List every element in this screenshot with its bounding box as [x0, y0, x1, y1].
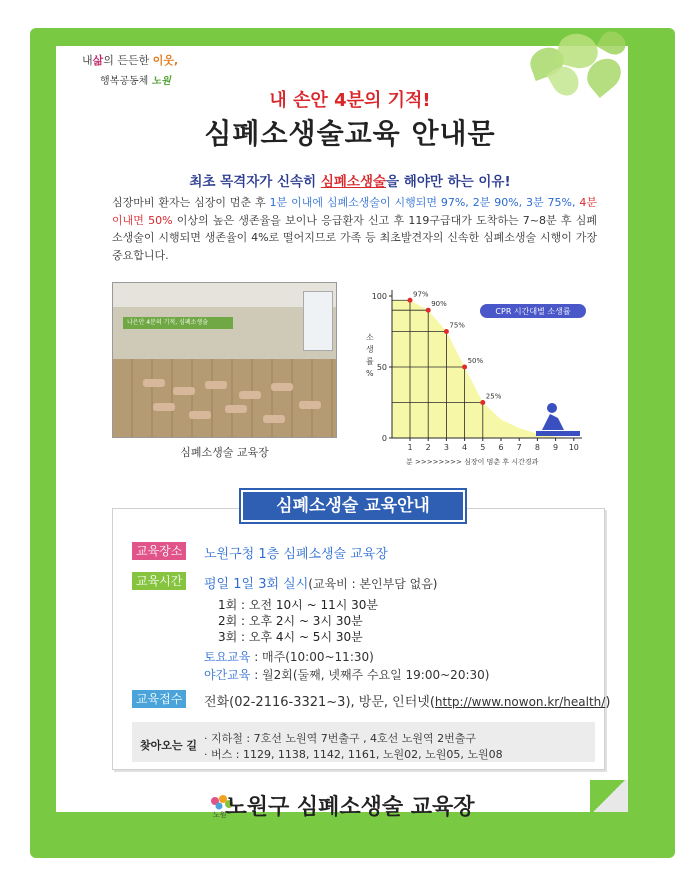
- data-label: 25%: [485, 392, 502, 401]
- cpr-rescuer-body-icon: [542, 414, 564, 430]
- photo-banner: 나은안 4분의 기적, 심폐소생술: [123, 317, 233, 329]
- y-axis-label: 률: [366, 357, 374, 366]
- time-value: 평일 1일 3회 실시(교육비 : 본인부담 없음): [204, 577, 438, 592]
- page-title: 심폐소생술교육 안내문: [204, 117, 496, 150]
- cpr-rescuer-head-icon: [547, 403, 557, 413]
- apply-value: 전화(02-2116-3321~3), 방문, 인터넷(http://www.nowon.kr/health/): [204, 695, 611, 710]
- x-tick-label: 9: [553, 443, 559, 452]
- intro-paragraph: 심장마비 환자는 심장이 멈춘 후 1분 이내에 심폐소생술이 시행되면 97%, 2분 90%, 3분 75%, 4분 이내면 50% 이상의 높은 생존율을 보이나 응급환자 신고 후 119구급대가 도착하는 7~8분 후 심폐소생술이 시행되면 생존율이 4%로 떨어지므로 가족 등 최초발견자의 신속한 심폐소생술 시행이 가장 중요합니다.: [112, 196, 597, 262]
- y-axis-label: 생: [366, 345, 374, 354]
- session-2: 2회 : 오후 2시 ~ 3시 30분: [218, 614, 363, 628]
- footer-title: 노원구 심폐소생술 교육장: [225, 795, 475, 820]
- y-tick-label: 50: [376, 363, 387, 372]
- survival-rate-chart: [352, 280, 597, 470]
- photo-caption: 심폐소생술 교육장: [180, 446, 269, 459]
- time-label: 교육시간: [132, 572, 186, 590]
- data-label: 75%: [449, 321, 465, 330]
- data-label: 90%: [431, 300, 447, 309]
- x-tick-label: 7: [516, 443, 522, 452]
- saturday-class: 토요교육 : 매주(10:00~11:30): [204, 650, 374, 664]
- session-1: 1회 : 오전 10시 ~ 11시 30분: [218, 598, 378, 612]
- subtitle: 내 손안 4분의 기적!: [269, 90, 431, 111]
- directions-bus: · 버스 : 1129, 1138, 1142, 1161, 노원02, 노원05, 노원08: [204, 748, 503, 761]
- x-tick-label: 3: [443, 443, 449, 452]
- website-link[interactable]: http://www.nowon.kr/health/: [434, 695, 606, 709]
- chart-title: CPR 시간대별 소생률: [495, 307, 571, 316]
- data-point: [480, 400, 485, 405]
- nowon-slogan-logo: 내삶의 든든한 이웃, 행복공동체 노원: [82, 54, 179, 87]
- x-axis-label: 분 >>>>>>>> 심장이 멈춘 후 시간경과: [406, 458, 539, 466]
- training-room-photo: [112, 282, 337, 438]
- x-tick-label: 5: [480, 443, 486, 452]
- y-tick-label: 0: [381, 434, 387, 443]
- directions-label: 찾아오는 길: [140, 739, 197, 752]
- x-tick-label: 6: [498, 443, 504, 452]
- x-tick-label: 10: [568, 443, 579, 452]
- x-tick-label: 8: [534, 443, 540, 452]
- reason-heading: 최초 목격자가 신속히 심폐소생술을 해야만 하는 이유!: [189, 174, 511, 190]
- data-point: [462, 365, 467, 370]
- night-class: 야간교육 : 월2회(둘째, 넷째주 수요일 19:00~20:30): [204, 668, 490, 682]
- data-point: [408, 298, 413, 303]
- y-axis-label: %: [366, 369, 374, 378]
- cpr-patient-icon: [536, 431, 580, 436]
- place-label: 교육장소: [132, 542, 186, 560]
- x-tick-label: 2: [425, 443, 431, 452]
- apply-label: 교육접수: [132, 690, 186, 708]
- directions-subway: · 지하철 : 7호선 노원역 7번출구 , 4호선 노원역 2번출구: [204, 732, 477, 745]
- section-title: 심폐소생술 교육안내: [241, 490, 465, 522]
- x-tick-label: 1: [407, 443, 413, 452]
- y-tick-label: 100: [371, 292, 387, 301]
- place-value: 노원구청 1층 심폐소생술 교육장: [204, 547, 388, 562]
- session-3: 3회 : 오후 4시 ~ 5시 30분: [218, 630, 363, 644]
- data-label: 97%: [413, 290, 429, 299]
- x-tick-label: 4: [462, 443, 468, 452]
- data-point: [444, 329, 449, 334]
- data-label: 50%: [467, 357, 484, 365]
- footer-logo-text: 노원: [213, 811, 227, 819]
- data-point: [426, 308, 431, 313]
- y-axis-label: 소: [366, 333, 374, 342]
